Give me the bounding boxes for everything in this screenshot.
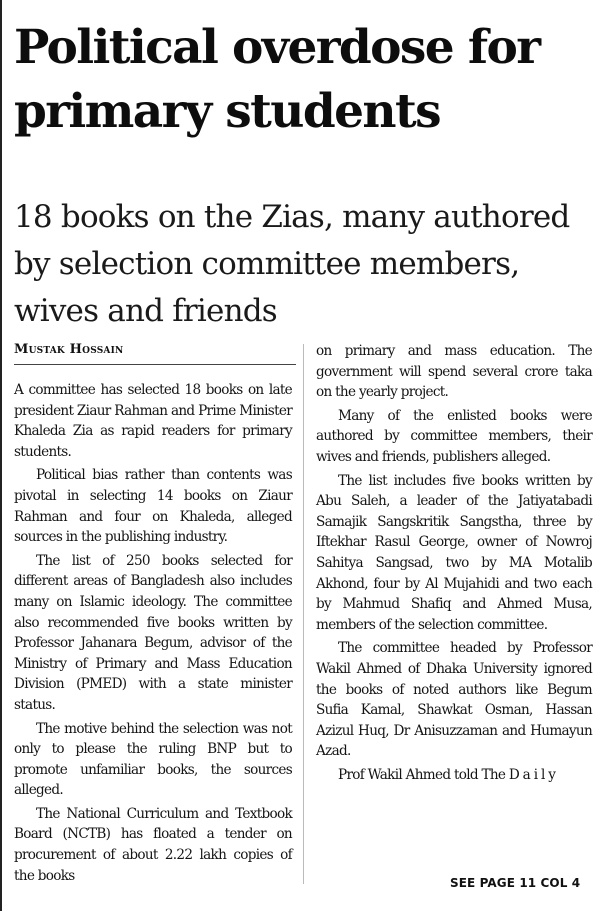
article-column-right — [316, 341, 592, 788]
continued-jump-line: SEE PAGE 11 COL 4 — [450, 876, 581, 890]
byline-rule — [14, 364, 296, 365]
paragraph: A committee has selected 18 books on late president Ziaur Rahman and Prime Minister Khaleda Zia as rapid readers for primary students. — [14, 382, 292, 460]
paragraph: Political bias rather than contents was pivotal in selecting 14 books on Ziaur Rahman and four on Khaleda, alleged sources in the publishing industry. — [14, 467, 292, 546]
paragraph: The list of 250 books selected for different areas of Bangladesh also includes many on Islamic ideology. The committee also recommended five books written by Professor Jahanara Begum, advisor of the Ministry of Primary and Mass Education Division (PMED) with a state minister status. — [14, 552, 292, 713]
paragraph: The National Curriculum and Textbook Board (NCTB) has floated a tender on procurement of about 2.22 lakh copies of the books — [14, 805, 292, 884]
paragraph: on primary and mass education. The government will spend several crore taka on the yearly project. — [316, 343, 592, 401]
headline: Political overdose for primary students — [14, 20, 540, 139]
paragraph: The committee headed by Professor Wakil Ahmed of Dhaka University ignored the books of noted authors like Begum Sufia Kamal, Shawkat Osman, Hassan Azizul Huq, Dr Anisuzzaman and Humayun Azad. — [316, 640, 592, 760]
paragraph: The list includes five books written by Abu Saleh, a leader of the Jatiyatabadi Samajik Sangskritik Sangstha, three by Iftekhar Rasul George, owner of Nowroj Sahitya Sangsad, two by MA Motalib Akhond, four by Al Mujahidi and two each by Mahmud Shafiq and Ahmed Musa, members of the selection committee. — [316, 472, 592, 633]
paragraph: Many of the enlisted books were authored by committee members, their wives and friends, publishers alleged. — [316, 407, 592, 465]
byline: Mustak Hossain — [14, 342, 124, 357]
subheadline: 18 books on the Zias, many authored by selection committee members, wives and friends — [14, 199, 570, 329]
paragraph: Prof Wakil Ahmed told The D a i l y — [338, 766, 556, 783]
article-column-left — [14, 380, 292, 889]
paragraph: The motive behind the selection was not only to please the ruling BNP but to promote unfamiliar books, the sources alleged. — [14, 720, 292, 799]
left-border-rule — [0, 0, 2, 911]
column-divider — [303, 344, 304, 884]
